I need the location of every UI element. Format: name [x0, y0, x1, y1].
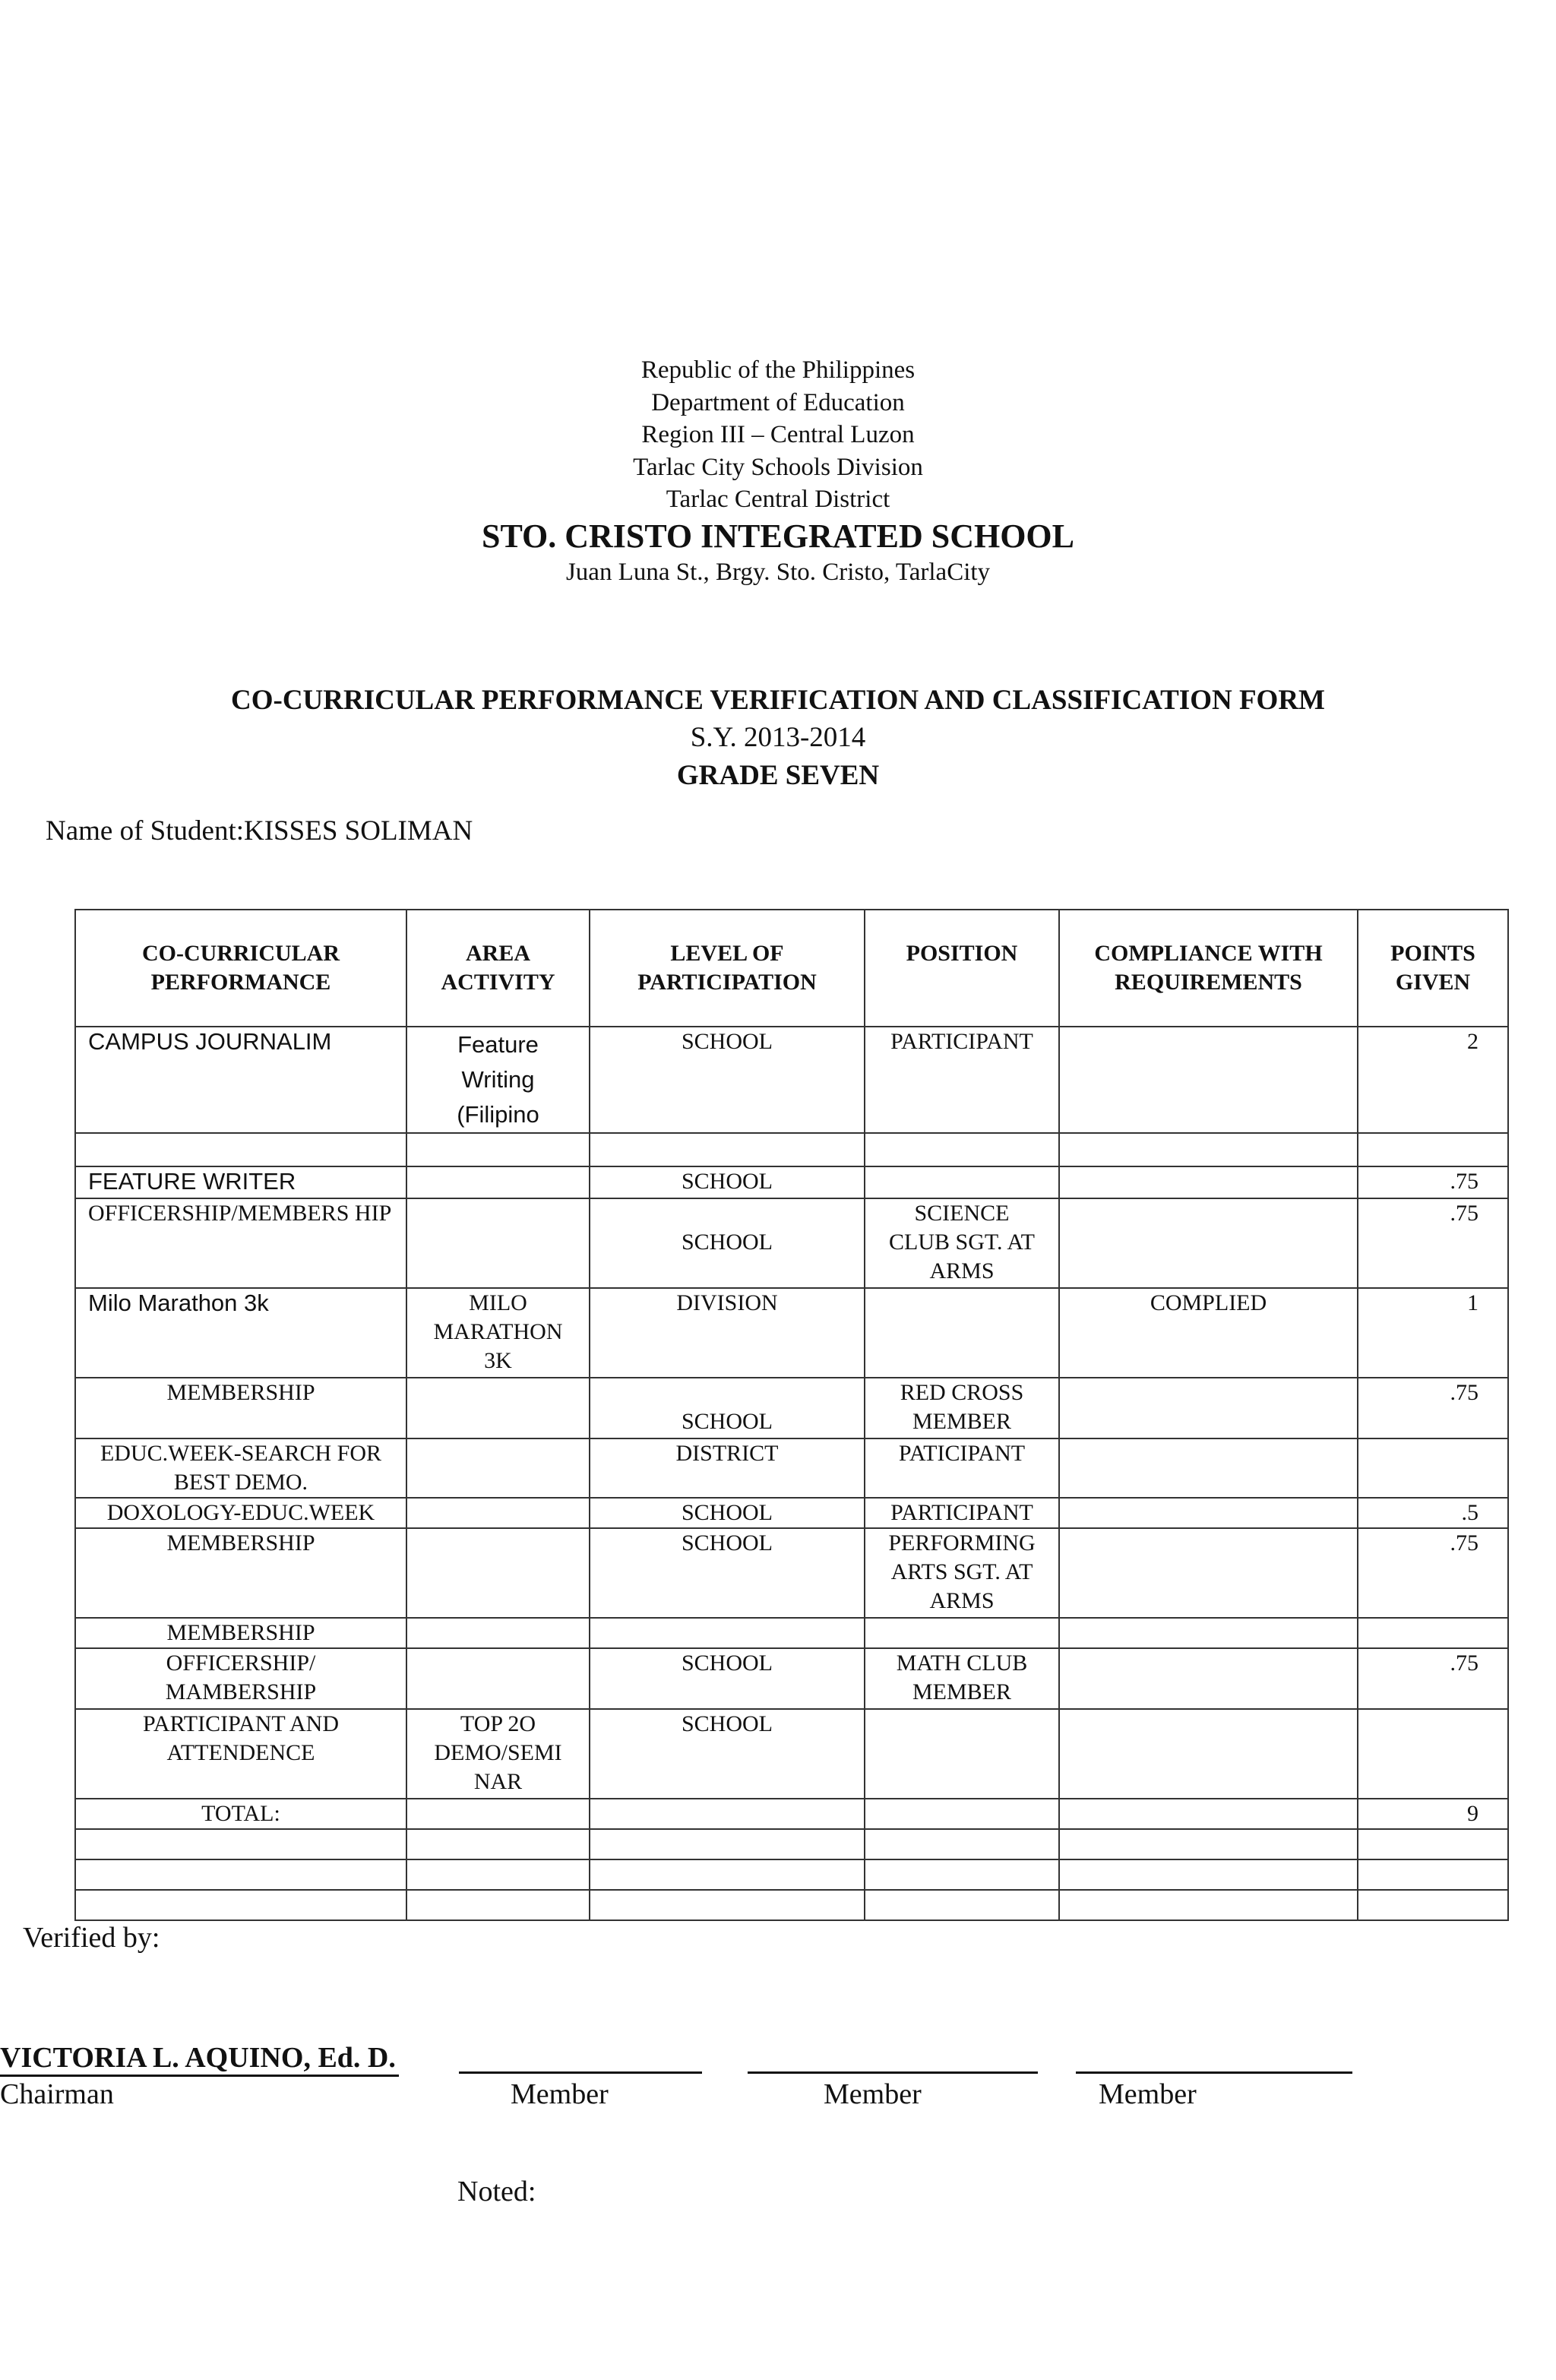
cell-compliance: [1059, 1198, 1358, 1288]
school-year: S.Y. 2013-2014: [690, 722, 866, 753]
student-name: KISSES SOLIMAN: [244, 815, 473, 847]
student-label: Name of Student:: [46, 815, 245, 847]
cell-area: [406, 1890, 590, 1920]
cell-compliance: [1059, 1799, 1358, 1829]
cell-position: [865, 1709, 1059, 1799]
cell-points: 1: [1358, 1288, 1508, 1378]
table-row: [75, 1709, 1508, 1799]
cell-performance: DOXOLOGY-EDUC.WEEK: [75, 1498, 406, 1528]
student-name-line: [46, 815, 473, 847]
cell-points: .75: [1358, 1378, 1508, 1438]
cell-compliance: [1059, 1829, 1358, 1859]
cell-compliance: [1059, 1378, 1358, 1438]
table-row: [75, 1859, 1508, 1890]
cell-position: [865, 1133, 1059, 1166]
cell-position: PARTICIPANT: [865, 1027, 1059, 1133]
cell-performance: MEMBERSHIP: [75, 1528, 406, 1618]
school-name: STO. CRISTO INTEGRATED SCHOOL: [481, 517, 1074, 555]
table-row: [75, 1027, 1508, 1133]
form-heading: [0, 682, 1556, 796]
table-row: [75, 1166, 1508, 1198]
cell-points: .75: [1358, 1648, 1508, 1709]
cell-performance: CAMPUS JOURNALIM: [75, 1027, 406, 1133]
table-row: [75, 1198, 1508, 1288]
table-row: [75, 1528, 1508, 1618]
cell-compliance: [1059, 1166, 1358, 1198]
cell-area: [406, 1198, 590, 1288]
cell-area: [406, 1166, 590, 1198]
cell-position: SCIENCE CLUB SGT. AT ARMS: [865, 1198, 1059, 1288]
cell-position: [865, 1288, 1059, 1378]
cell-area: [406, 1859, 590, 1890]
table-row: [75, 1378, 1508, 1438]
cell-compliance: COMPLIED: [1059, 1288, 1358, 1378]
cell-compliance: [1059, 1498, 1358, 1528]
cell-points: [1358, 1618, 1508, 1648]
cell-points: [1358, 1859, 1508, 1890]
cell-performance: FEATURE WRITER: [75, 1166, 406, 1198]
header-line-deped: Department of Education: [651, 388, 905, 416]
cell-points: [1358, 1133, 1508, 1166]
col-header-position: POSITION: [865, 910, 1059, 1027]
cell-area: [406, 1498, 590, 1528]
cell-area: [406, 1438, 590, 1498]
cell-performance: OFFICERSHIP/MEMBERS HIP: [75, 1198, 406, 1288]
col-header-level: LEVEL OF PARTICIPATION: [590, 910, 865, 1027]
member-role-2: Member: [824, 2078, 922, 2110]
cell-level: [590, 1859, 865, 1890]
table-row: [75, 1288, 1508, 1378]
member-role-3: Member: [1099, 2078, 1197, 2110]
cell-compliance: [1059, 1648, 1358, 1709]
cell-compliance: [1059, 1859, 1358, 1890]
cell-level: SCHOOL: [590, 1027, 865, 1133]
cell-level: [590, 1890, 865, 1920]
cell-area: [406, 1378, 590, 1438]
cell-level: [590, 1618, 865, 1648]
verified-by-label: Verified by:: [23, 1922, 160, 1954]
cell-position: [865, 1829, 1059, 1859]
cell-points: .75: [1358, 1198, 1508, 1288]
table-row: [75, 1648, 1508, 1709]
cell-points: [1358, 1709, 1508, 1799]
cell-level: SCHOOL: [590, 1528, 865, 1618]
cell-performance: MEMBERSHIP: [75, 1378, 406, 1438]
cell-performance: [75, 1890, 406, 1920]
table-row-total: [75, 1799, 1508, 1829]
member-signature-line-1: [459, 2071, 702, 2074]
cell-area: [406, 1799, 590, 1829]
cell-performance: OFFICERSHIP/ MAMBERSHIP: [75, 1648, 406, 1709]
cell-level: SCHOOL: [590, 1709, 865, 1799]
cell-area: MILO MARATHON 3K: [406, 1288, 590, 1378]
cell-area: [406, 1829, 590, 1859]
cell-position: RED CROSS MEMBER: [865, 1378, 1059, 1438]
cell-points: [1358, 1829, 1508, 1859]
table-row: [75, 1438, 1508, 1498]
cell-compliance: [1059, 1709, 1358, 1799]
cell-area: [406, 1648, 590, 1709]
cell-level: DIVISION: [590, 1288, 865, 1378]
cell-level: [590, 1133, 865, 1166]
member-role-1: Member: [511, 2078, 609, 2110]
member-signature-line-2: [748, 2071, 1038, 2074]
cell-compliance: [1059, 1890, 1358, 1920]
cell-area: TOP 2O DEMO/SEMI NAR: [406, 1709, 590, 1799]
cell-points: .5: [1358, 1498, 1508, 1528]
col-header-area: AREA ACTIVITY: [406, 910, 590, 1027]
noted-label: Noted:: [457, 2176, 536, 2208]
cell-performance: PARTICIPANT AND ATTENDENCE: [75, 1709, 406, 1799]
table-row: [75, 1498, 1508, 1528]
member-signature-line-3: [1076, 2071, 1352, 2074]
cell-total-points: 9: [1358, 1799, 1508, 1829]
cell-position: [865, 1166, 1059, 1198]
cell-total-label: TOTAL:: [75, 1799, 406, 1829]
header-line-region: Region III – Central Luzon: [641, 421, 915, 448]
cell-position: PARTICIPANT: [865, 1498, 1059, 1528]
table-row: [75, 1133, 1508, 1166]
col-header-performance: CO-CURRICULAR PERFORMANCE: [75, 910, 406, 1027]
cell-points: [1358, 1890, 1508, 1920]
cell-position: [865, 1618, 1059, 1648]
cell-position: [865, 1890, 1059, 1920]
letterhead: [0, 354, 1556, 587]
cell-area: Feature Writing (Filipino: [406, 1027, 590, 1133]
cell-performance: [75, 1859, 406, 1890]
cell-performance: [75, 1829, 406, 1859]
cell-level: [590, 1799, 865, 1829]
cell-points: 2: [1358, 1027, 1508, 1133]
cell-area: [406, 1618, 590, 1648]
form-title: CO-CURRICULAR PERFORMANCE VERIFICATION AND CLASSIFICATION FORM: [231, 685, 1325, 716]
header-line-republic: Republic of the Philippines: [640, 356, 916, 384]
cell-compliance: [1059, 1438, 1358, 1498]
cell-position: [865, 1859, 1059, 1890]
cell-points: .75: [1358, 1528, 1508, 1618]
cell-position: PERFORMING ARTS SGT. AT ARMS: [865, 1528, 1059, 1618]
chairman-name: VICTORIA L. AQUINO, Ed. D.: [0, 2041, 399, 2077]
school-address: Juan Luna St., Brgy. Sto. Cristo, TarlaCity: [565, 558, 991, 586]
col-header-compliance: COMPLIANCE WITH REQUIREMENTS: [1059, 910, 1358, 1027]
cell-position: MATH CLUB MEMBER: [865, 1648, 1059, 1709]
cell-area: [406, 1528, 590, 1618]
cell-performance: EDUC.WEEK-SEARCH FOR BEST DEMO.: [75, 1438, 406, 1498]
cell-area: [406, 1133, 590, 1166]
cell-performance: [75, 1133, 406, 1166]
table-header-row: [75, 910, 1508, 1027]
cell-level: SCHOOL: [590, 1198, 865, 1288]
performance-table: [74, 909, 1509, 1921]
cell-compliance: [1059, 1618, 1358, 1648]
header-line-district: Tarlac Central District: [666, 486, 890, 513]
cell-level: SCHOOL: [590, 1378, 865, 1438]
cell-compliance: [1059, 1528, 1358, 1618]
cell-points: .75: [1358, 1166, 1508, 1198]
col-header-points: POINTS GIVEN: [1358, 910, 1508, 1027]
cell-position: PATICIPANT: [865, 1438, 1059, 1498]
cell-level: SCHOOL: [590, 1648, 865, 1709]
cell-position: [865, 1799, 1059, 1829]
cell-level: SCHOOL: [590, 1498, 865, 1528]
cell-points: [1358, 1438, 1508, 1498]
cell-level: [590, 1829, 865, 1859]
cell-compliance: [1059, 1027, 1358, 1133]
cell-level: DISTRICT: [590, 1438, 865, 1498]
table-row: [75, 1829, 1508, 1859]
table-row: [75, 1618, 1508, 1648]
cell-performance: MEMBERSHIP: [75, 1618, 406, 1648]
chairman-role: Chairman: [0, 2078, 114, 2110]
header-line-division: Tarlac City Schools Division: [633, 453, 923, 481]
cell-level: SCHOOL: [590, 1166, 865, 1198]
cell-compliance: [1059, 1133, 1358, 1166]
table-row: [75, 1890, 1508, 1920]
grade-level: GRADE SEVEN: [676, 760, 880, 791]
cell-performance: Milo Marathon 3k: [75, 1288, 406, 1378]
